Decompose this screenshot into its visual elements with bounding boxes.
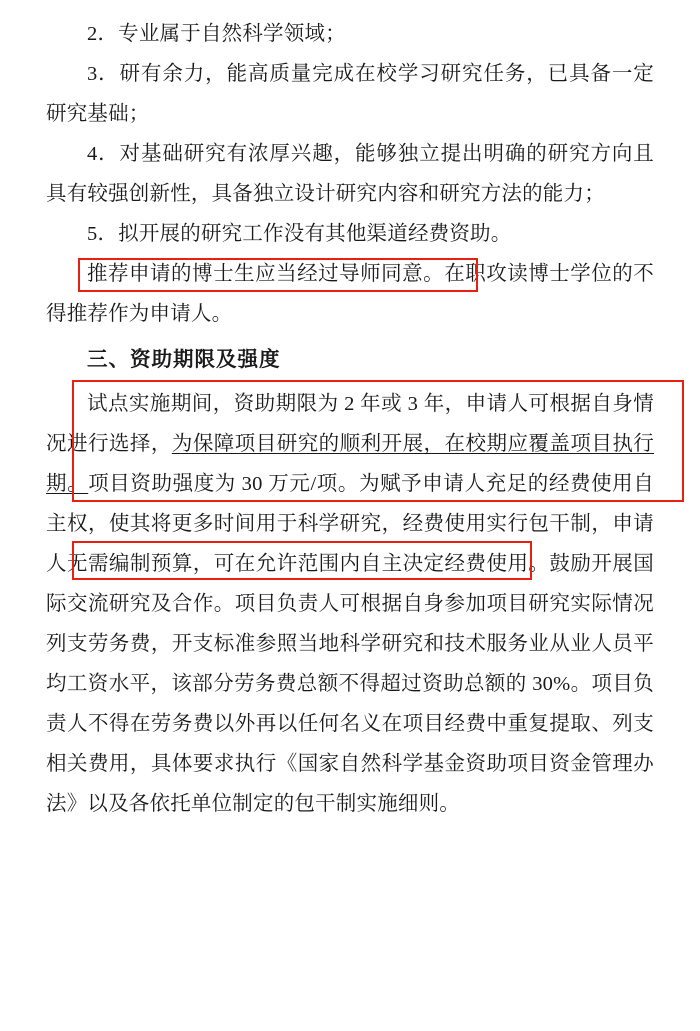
recommend-paragraph-block: [46, 254, 654, 334]
recommend-highlighted-text: 推荐申请的博士生应当经过导师同意。: [87, 263, 445, 285]
funding-text-highlighted: 经费使用实行包干制，申请人无需编制预算，: [46, 513, 654, 575]
recommend-paragraph: [46, 254, 654, 334]
list-item-5: 5．拟开展的研究工作没有其他渠道经费资助。: [87, 223, 512, 245]
section-heading: 三、资助期限及强度: [87, 349, 281, 371]
list-item-2: 2．专业属于自然科学领域；: [87, 23, 346, 45]
funding-paragraph-block: [46, 384, 654, 824]
list-item-4: 4．对基础研究有浓厚兴趣，能够独立提出明确的研究方向且具有较强创新性，具备独立设计研究内容和研究方法的能力；: [46, 143, 654, 205]
funding-text-underlined: 为保障项目研究的顺利开展，在校期应覆盖项目执行期。: [46, 433, 654, 495]
funding-text-part5: 可在允许范围内自主决定经费使用。鼓励开展国际交流研究及合作。项目负责人可根据自身参加项目研究实际情况列支劳务费，开支标准参照当地科学研究和技术服务业从业人员平均工资水平，该部分劳务费总额不得超过资助总额的 30%。项目负责人不得在劳务费以外再以任何名义在项目经费中重复提取、列支相关费用，具体要求执行《国家自然科学基金资助项目资金管理办法》以及各依托单位制定的包干制实施细则。: [46, 553, 654, 815]
funding-text-part3: 项目资助强度为 30 万元/项。为赋予申请人充足的经费使用自主权，使其将更多时间用于科学研究，: [46, 473, 654, 535]
funding-paragraph: [46, 384, 654, 824]
funding-text-part1: 试点实施期间，资助期限为 2 年或 3 年，申请人可根据自身情况进行选择，: [46, 393, 654, 455]
recommend-rest-text: 在职攻读博士学位的不得推荐作为申请人。: [46, 263, 655, 325]
list-item-3: 3．研有余力，能高质量完成在校学习研究任务，已具备一定研究基础；: [46, 63, 654, 125]
